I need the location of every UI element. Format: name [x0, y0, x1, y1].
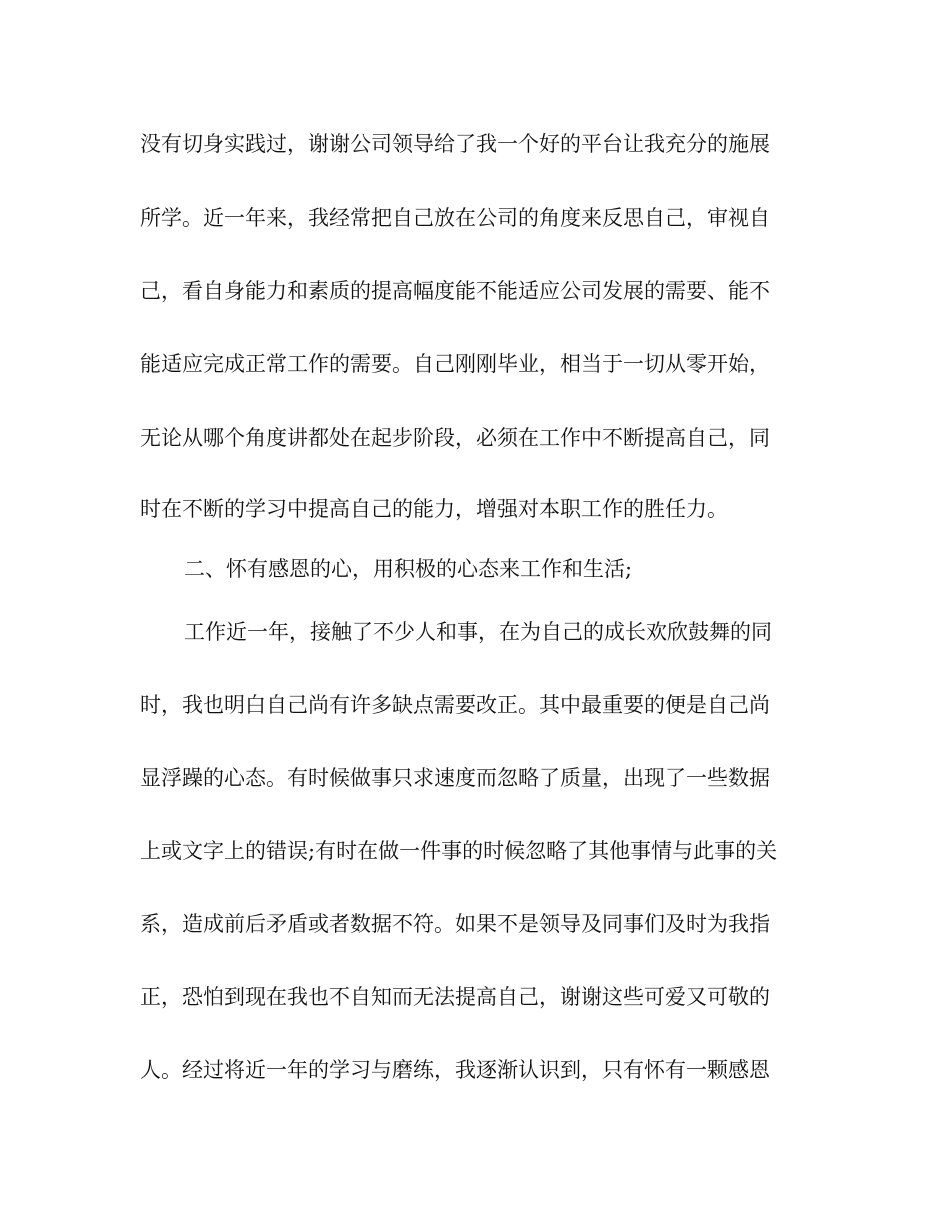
text-line: 工作近一年，接触了不少人和事，在为自己的成长欢欣鼓舞的同	[184, 620, 772, 644]
text-line: 能适应完成正常工作的需要。自己刚刚毕业，相当于一切从零开始，	[140, 352, 770, 376]
text-line: 显浮躁的心态。有时候做事只求速度而忽略了质量，出现了一些数据	[140, 766, 770, 790]
text-line: 时在不断的学习中提高自己的能力，增强对本职工作的胜任力。	[140, 497, 728, 521]
text-line: 正，恐怕到现在我也不自知而无法提高自己，谢谢这些可爱又可敬的	[140, 985, 770, 1009]
text-line: 没有切身实践过，谢谢公司领导给了我一个好的平台让我充分的施展	[140, 132, 770, 156]
section-heading: 二、怀有感恩的心，用积极的心态来工作和生活;	[184, 557, 633, 581]
text-line: 所学。近一年来，我经常把自己放在公司的角度来反思自己，审视自	[140, 206, 770, 230]
text-line: 无论从哪个角度讲都处在起步阶段，必须在工作中不断提高自己，同	[140, 426, 770, 450]
text-line: 己，看自身能力和素质的提高幅度能不能适应公司发展的需要、能不	[140, 279, 770, 303]
text-line: 上或文字上的错误;有时在做一件事的时候忽略了其他事情与此事的关	[140, 839, 778, 863]
text-line: 人。经过将近一年的学习与磨练，我逐渐认识到，只有怀有一颗感恩	[140, 1058, 770, 1082]
text-line: 系，造成前后矛盾或者数据不符。如果不是领导及同事们及时为我指	[140, 912, 770, 936]
text-line: 时，我也明白自己尚有许多缺点需要改正。其中最重要的便是自己尚	[140, 693, 770, 717]
